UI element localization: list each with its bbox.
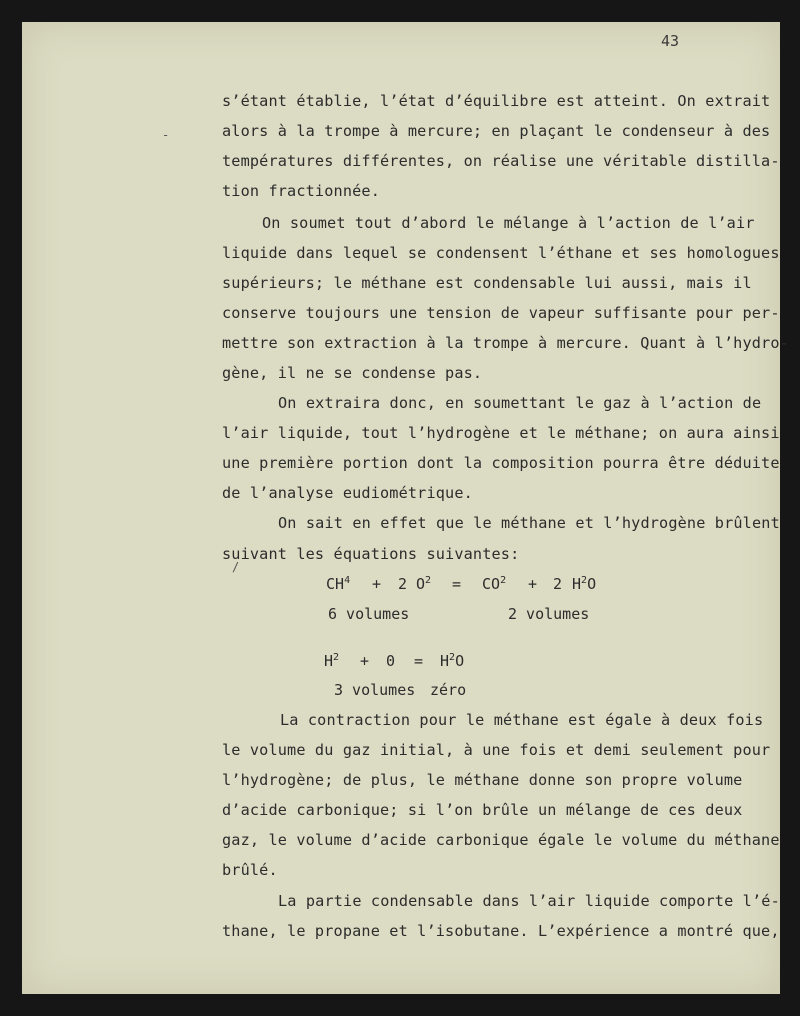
formula-o2 — [416, 575, 431, 593]
plus-sign: + — [360, 652, 370, 670]
formula-ch-sup: 4 — [344, 575, 351, 586]
text-line: le volume du gaz initial, à une fois et demi seulement pour — [222, 741, 771, 759]
text-line: une première portion dont la composition pourra être déduite — [222, 454, 780, 472]
formula-h: H — [324, 652, 334, 670]
margin-mark: / — [232, 560, 240, 574]
text-line: températures différentes, on réalise une véritable distilla- — [222, 152, 780, 170]
formula-h2o — [440, 652, 464, 670]
text-line: suivant les équations suivantes: — [222, 545, 520, 563]
formula-h: H — [440, 652, 450, 670]
text-line: conserve toujours une tension de vapeur suffisante pour per- — [222, 304, 780, 322]
text-line: On soumet tout d’abord le mélange à l’action de l’air — [262, 214, 755, 232]
formula-h2o — [572, 575, 596, 593]
text-line: de l’analyse eudiométrique. — [222, 484, 473, 502]
formula-h-sup: 2 — [581, 575, 588, 586]
formula-o: O — [416, 575, 426, 593]
text-line: La partie condensable dans l’air liquide comporte l’é- — [278, 892, 780, 910]
text-line: s’étant établie, l’état d’équilibre est atteint. On extrait — [222, 92, 771, 110]
text-line: l’hydrogène; de plus, le méthane donne son propre volume — [222, 771, 743, 789]
text-line: brûlé. — [222, 861, 278, 879]
text-line: l’air liquide, tout l’hydrogène et le méthane; on aura ainsi — [222, 424, 780, 442]
formula-h-o: O — [587, 575, 597, 593]
formula-co2 — [482, 575, 506, 593]
plus-sign: + — [372, 575, 382, 593]
volume-label: zéro — [430, 681, 467, 699]
plus-sign: + — [528, 575, 538, 593]
margin-mark: - — [162, 128, 170, 142]
coefficient: 2 — [553, 575, 563, 593]
formula-co-sup: 2 — [500, 575, 507, 586]
equals-sign: = — [414, 652, 424, 670]
text-line: On sait en effet que le méthane et l’hydrogène brûlent — [278, 514, 780, 532]
text-line: d’acide carbonique; si l’on brûle un mélange de ces deux — [222, 801, 743, 819]
equals-sign: = — [452, 575, 462, 593]
text-line: mettre son extraction à la trompe à mercure. Quant à l’hydro- — [222, 334, 789, 352]
formula-h2 — [324, 652, 339, 670]
text-line: gaz, le volume d’acide carbonique égale le volume du méthane — [222, 831, 780, 849]
formula-h: H — [572, 575, 582, 593]
text-line: thane, le propane et l’isobutane. L’expérience a montré que, — [222, 922, 780, 940]
volume-label: 6 volumes — [328, 605, 410, 623]
formula-h-sup: 2 — [333, 652, 340, 663]
text-line: alors à la trompe à mercure; en plaçant le condenseur à des — [222, 122, 771, 140]
text-line: liquide dans lequel se condensent l’éthane et ses homologues — [222, 244, 780, 262]
volume-label: 3 volumes — [334, 681, 416, 699]
formula-o: 0 — [386, 652, 396, 670]
equation-methane — [326, 575, 350, 593]
formula-co: CO — [482, 575, 501, 593]
formula-o-sup: 2 — [425, 575, 432, 586]
text-line: tion fractionnée. — [222, 182, 380, 200]
text-line: supérieurs; le méthane est condensable lui aussi, mais il — [222, 274, 752, 292]
coefficient: 2 — [398, 575, 408, 593]
text-line: gène, il ne se condense pas. — [222, 364, 483, 382]
formula-h-o: O — [455, 652, 465, 670]
text-line: La contraction pour le méthane est égale à deux fois — [280, 711, 764, 729]
formula-h-sup: 2 — [449, 652, 456, 663]
text-line: On extraira donc, en soumettant le gaz à l’action de — [278, 394, 762, 412]
volume-label: 2 volumes — [508, 605, 590, 623]
formula-ch: CH — [326, 575, 345, 593]
page-number: 43 — [661, 32, 680, 50]
